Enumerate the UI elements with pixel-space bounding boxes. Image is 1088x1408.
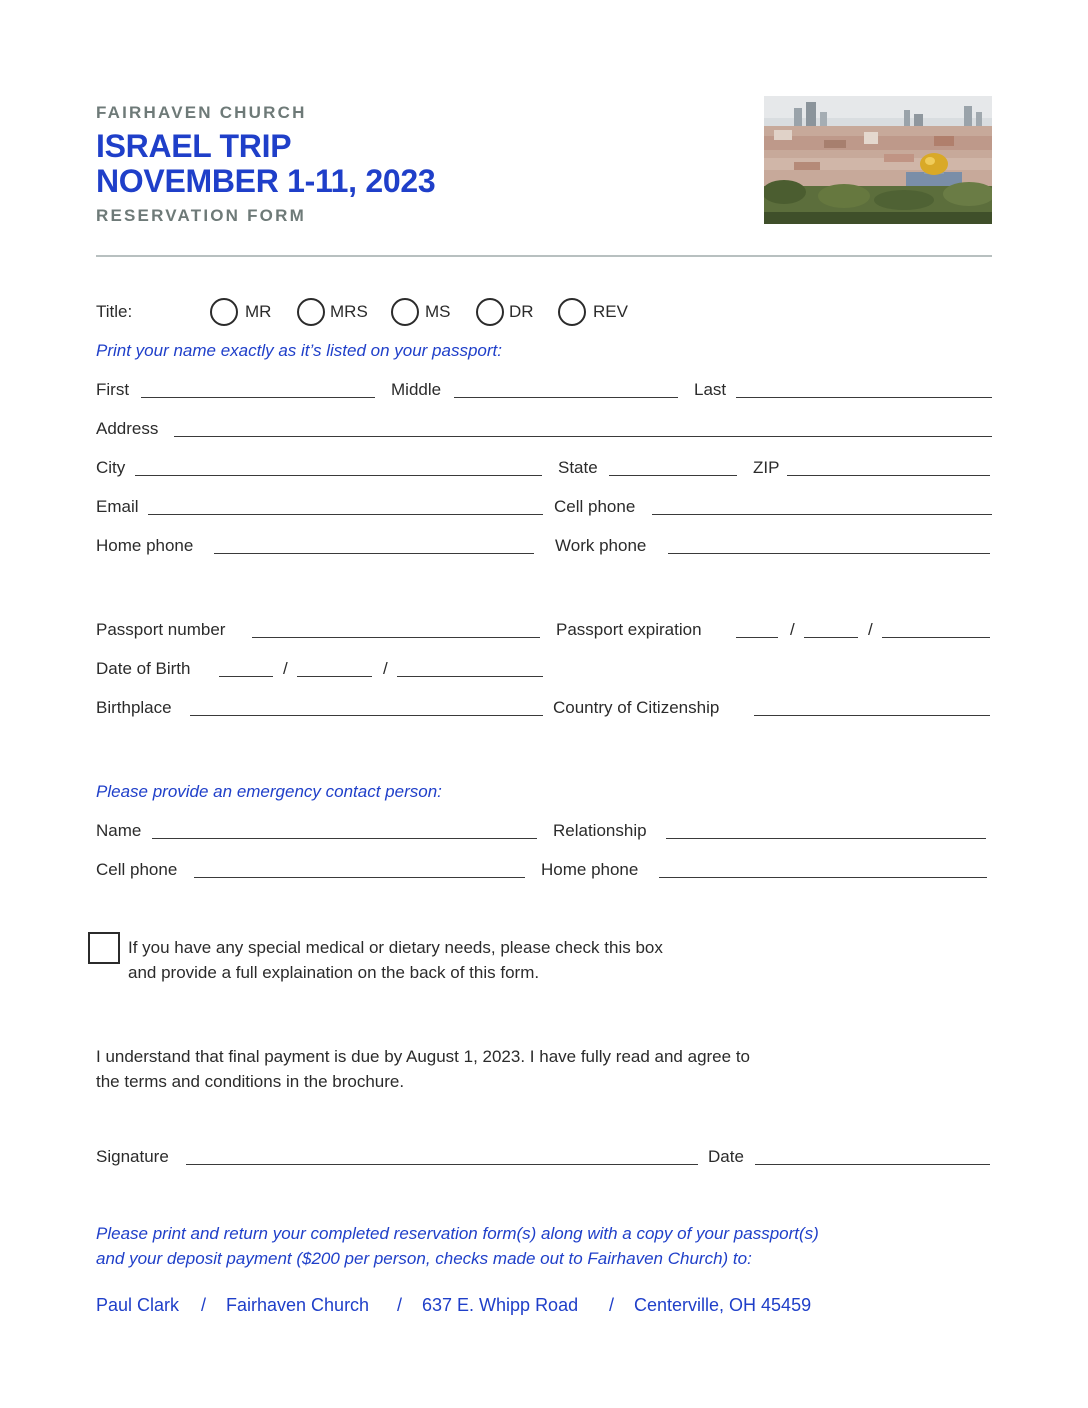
date-separator: / xyxy=(283,659,288,678)
header-divider xyxy=(96,255,992,257)
form-label: RESERVATION FORM xyxy=(96,206,306,225)
mail-city: Centerville, OH 45459 xyxy=(634,1295,812,1315)
title-mrs-label: MRS xyxy=(330,302,368,321)
title-mr-radio[interactable] xyxy=(210,298,238,326)
state-label: State xyxy=(558,458,598,477)
dob-month-field[interactable] xyxy=(219,661,273,677)
last-name-label: Last xyxy=(694,380,727,399)
mail-church: Fairhaven Church xyxy=(226,1295,370,1315)
return-note xyxy=(96,1221,819,1271)
mail-separator: / xyxy=(397,1295,403,1315)
dob-year-field[interactable] xyxy=(397,661,543,677)
special-needs-checkbox[interactable] xyxy=(88,932,120,964)
first-name-label: First xyxy=(96,380,130,399)
mail-separator: / xyxy=(201,1295,207,1315)
mail-name: Paul Clark xyxy=(96,1295,180,1315)
jerusalem-photo xyxy=(764,96,992,224)
passport-number-label: Passport number xyxy=(96,620,226,639)
date-separator: / xyxy=(383,659,388,678)
emergency-cell-label: Cell phone xyxy=(96,860,178,879)
signature-date-label: Date xyxy=(708,1147,744,1166)
trip-dates: NOVEMBER 1-11, 2023 xyxy=(96,163,436,199)
emergency-cell-field[interactable] xyxy=(194,862,525,878)
title-dr-radio[interactable] xyxy=(476,298,504,326)
date-separator: / xyxy=(790,620,795,639)
passport-expiration-label: Passport expiration xyxy=(556,620,702,639)
zip-label: ZIP xyxy=(753,458,780,477)
relationship-field[interactable] xyxy=(666,823,986,839)
work-phone-field[interactable] xyxy=(668,538,990,554)
emergency-contact-note: Please provide an emergency contact person: xyxy=(96,782,442,801)
special-needs-line2: and provide a full explaination on the back of this form. xyxy=(128,963,540,982)
date-separator: / xyxy=(868,620,873,639)
emergency-home-label: Home phone xyxy=(541,860,639,879)
passport-exp-day-field[interactable] xyxy=(804,622,858,638)
title-mrs-radio[interactable] xyxy=(297,298,325,326)
passport-number-field[interactable] xyxy=(252,622,540,638)
title-ms-label: MS xyxy=(425,302,451,321)
work-phone-label: Work phone xyxy=(555,536,647,555)
mail-separator: / xyxy=(609,1295,615,1315)
address-field[interactable] xyxy=(174,421,992,437)
relationship-label: Relationship xyxy=(553,821,647,840)
passport-name-note: Print your name exactly as it’s listed on your passport: xyxy=(96,341,502,360)
trip-title: ISRAEL TRIP xyxy=(96,128,292,164)
emergency-name-field[interactable] xyxy=(152,823,537,839)
middle-name-label: Middle xyxy=(391,380,442,399)
cell-phone-label: Cell phone xyxy=(554,497,636,516)
home-phone-label: Home phone xyxy=(96,536,194,555)
state-field[interactable] xyxy=(609,460,737,476)
title-dr-label: DR xyxy=(509,302,534,321)
address-label: Address xyxy=(96,419,159,438)
return-note-line1: Please print and return your completed reservation form(s) along with a copy of your passport(s) xyxy=(96,1224,819,1243)
birthplace-field[interactable] xyxy=(190,700,543,716)
agreement-line1: I understand that final payment is due by August 1, 2023. I have fully read and agree to xyxy=(96,1047,750,1066)
citizenship-label: Country of Citizenship xyxy=(553,698,720,717)
signature-field[interactable] xyxy=(186,1149,698,1165)
emergency-name-label: Name xyxy=(96,821,142,840)
special-needs-line1: If you have any special medical or dietary needs, please check this box xyxy=(128,938,663,957)
signature-label: Signature xyxy=(96,1147,169,1166)
last-name-field[interactable] xyxy=(736,382,992,398)
title-rev-radio[interactable] xyxy=(558,298,586,326)
return-note-line2: and your deposit payment ($200 per person, checks made out to Fairhaven Church) to: xyxy=(96,1249,752,1268)
passport-exp-year-field[interactable] xyxy=(882,622,990,638)
email-label: Email xyxy=(96,497,139,516)
zip-field[interactable] xyxy=(787,460,990,476)
city-label: City xyxy=(96,458,126,477)
date-of-birth-label: Date of Birth xyxy=(96,659,191,678)
first-name-field[interactable] xyxy=(141,382,375,398)
passport-exp-month-field[interactable] xyxy=(736,622,778,638)
birthplace-label: Birthplace xyxy=(96,698,172,717)
title-mr-label: MR xyxy=(245,302,272,321)
emergency-home-field[interactable] xyxy=(659,862,987,878)
signature-date-field[interactable] xyxy=(755,1149,990,1165)
agreement-text xyxy=(96,1044,750,1094)
title-rev-label: REV xyxy=(593,302,628,321)
home-phone-field[interactable] xyxy=(214,538,534,554)
title-ms-radio[interactable] xyxy=(391,298,419,326)
dob-day-field[interactable] xyxy=(297,661,372,677)
citizenship-field[interactable] xyxy=(754,700,990,716)
agreement-line2: the terms and conditions in the brochure. xyxy=(96,1072,405,1091)
title-label: Title: xyxy=(96,302,133,321)
mail-street: 637 E. Whipp Road xyxy=(422,1295,579,1315)
city-field[interactable] xyxy=(135,460,542,476)
cell-phone-field[interactable] xyxy=(652,499,992,515)
middle-name-field[interactable] xyxy=(454,382,678,398)
special-needs-text xyxy=(128,935,663,985)
email-field[interactable] xyxy=(148,499,543,515)
church-name: FAIRHAVEN CHURCH xyxy=(96,103,307,122)
